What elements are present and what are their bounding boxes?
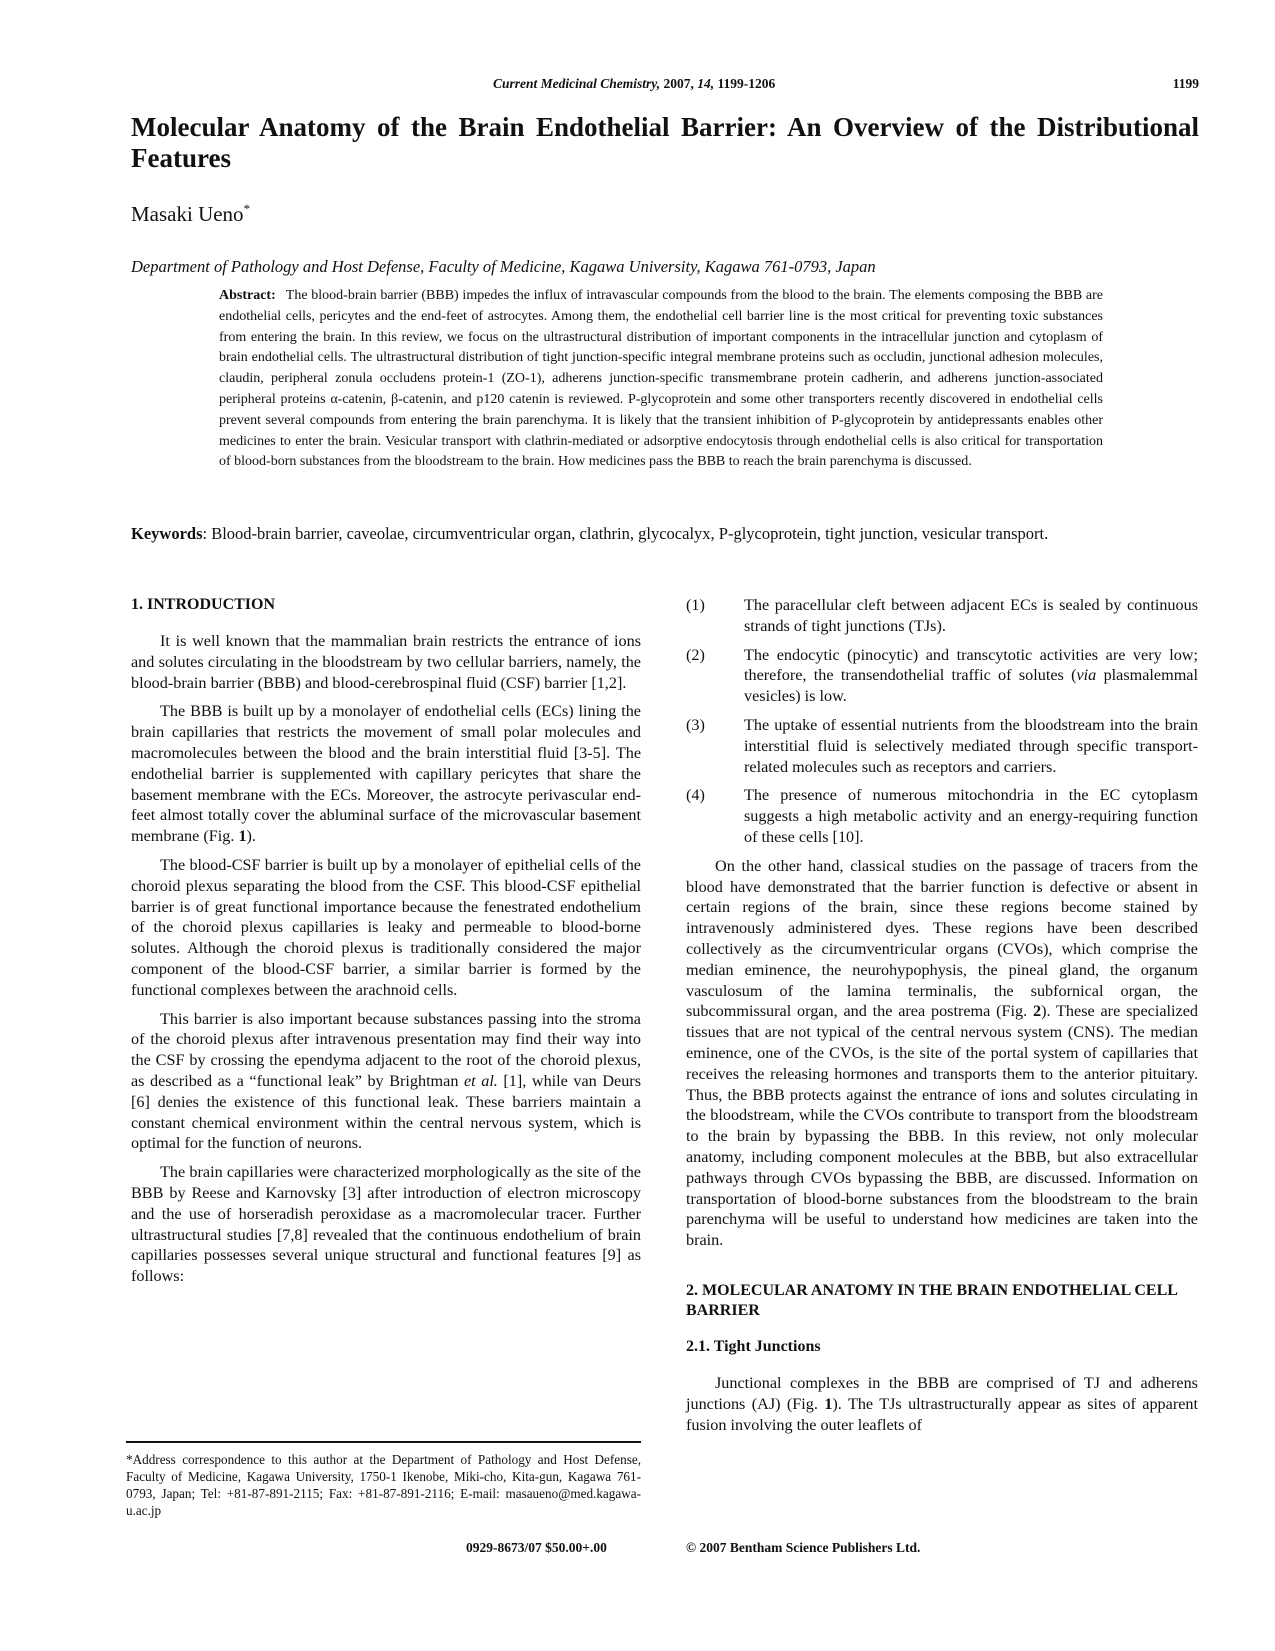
affiliation: Department of Pathology and Host Defense, Faculty of Medicine, Kagawa University, Kagawa 761-0793, Japan	[131, 257, 876, 276]
intro-p2-text: The BBB is built up by a monolayer of endothelial cells (ECs) lining the brain capillaries that restricts the movement of small polar molecules and macromolecules between the blood and the brain interstitial fluid [3-5]. The endothelial barrier is supplemented with capillary pericytes that share the basement membrane with the ECs. Moreover, the astrocyte perivascular end-feet almost totally cover the abluminal surface of the microvascular basement membrane (Fig.	[131, 702, 641, 846]
article-title: Molecular Anatomy of the Brain Endothelial Barrier: An Overview of the Distributional Features	[131, 112, 1199, 173]
left-column	[131, 595, 641, 1295]
journal-pages: 1199-1206	[717, 76, 776, 91]
keywords-text: : Blood-brain barrier, caveolae, circumventricular organ, clathrin, glycocalyx, P-glycoprotein, tight junction, vesicular transport.	[202, 524, 1049, 543]
section-heading-molecular-anatomy: 2. MOLECULAR ANATOMY IN THE BRAIN ENDOTHELIAL CELL BARRIER	[686, 1281, 1178, 1319]
section-heading-introduction: 1. INTRODUCTION	[131, 596, 276, 613]
journal-volume: 14,	[697, 76, 715, 91]
author-line	[131, 201, 250, 227]
list-number: (1)	[686, 596, 705, 614]
list-number: (4)	[686, 786, 705, 805]
list-text: The uptake of essential nutrients from the bloodstream into the brain interstitial fluid is selectively mediated through specific transport-related molecules such as receptors and carriers.	[744, 715, 1198, 776]
list-number: (3)	[686, 715, 705, 734]
list-text: The endocytic (pinocytic) and transcytotic activities are very low; therefore, the transendothelial traffic of solutes (	[744, 645, 1198, 685]
intro-paragraph-1: It is well known that the mammalian brain restricts the entrance of ions and solutes circulating in the bloodstream by two cellular barriers, namely, the blood-brain barrier (BBB) and blood-cerebrospinal fluid (CSF) barrier [1,2].	[131, 632, 641, 692]
tj-text: Junctional complexes in the BBB are comprised of TJ and adherens junctions (AJ) (Fig.	[686, 1373, 1198, 1413]
feature-list-item	[686, 785, 1198, 847]
cvo-text-end: ). These are specialized tissues that are not typical of the central nervous system (CNS). The median eminence, one of the CVOs, is the site of the portal system of capillaries that receives the releasing hormones and transports them to the anterior pituitary. Thus, the BBB protects against the entrance of ions and solutes circulating in the bloodstream, while the CVOs contribute to transport from the bloodstream to the brain by bypassing the BBB. In this review, not only molecular anatomy, including component molecules at the BBB, but also extracellular pathways through CVOs bypassing the BBB, are discussed. Information on transportation of blood-borne substances from the bloodstream to the brain parenchyma will be useful to understand how medicines are taken into the brain.	[686, 1002, 1198, 1250]
tj-text-end: ). The TJs ultrastructurally appear as sites of apparent fusion involving the outer leaflets of	[686, 1394, 1199, 1434]
list-text: The paracellular cleft between adjacent ECs is sealed by continuous strands of tight junctions (TJs).	[744, 596, 1198, 635]
author-mark: *	[243, 201, 251, 216]
feature-list-item	[686, 645, 1198, 707]
page-number: 1199	[1172, 76, 1199, 91]
list-number: (2)	[686, 645, 705, 664]
footer-issn: 0929-8673/07 $50.00+.00	[466, 1540, 607, 1555]
subsection-heading-tight-junctions: 2.1. Tight Junctions	[686, 1337, 821, 1355]
list-text-end: plasmalemmal vesicles) is low.	[744, 666, 1198, 706]
figure-ref-1b: 1	[824, 1394, 833, 1413]
right-column	[686, 595, 1198, 1443]
keywords	[131, 523, 1199, 544]
intro-paragraph-5: The brain capillaries were characterized morphologically as the site of the BBB by Reese and Karnovsky [3] after introduction of electron microscopy and the use of horseradish peroxidase as a macromolecular tracer. Further ultrastructural studies [7,8] revealed that the continuous endothelium of brain capillaries possesses several unique structural and functional features [9] as follows:	[131, 1163, 641, 1286]
via-term: via	[1076, 666, 1097, 685]
abstract-text: The blood-brain barrier (BBB) impedes the influx of intravascular compounds from the blood to the brain. The elements composing the BBB are endothelial cells, pericytes and the end-feet of astrocytes. Among them, the endothelial cell barrier line is the most critical for preventing toxic substances from entering the brain. In this review, we focus on the ultrastructural distribution of important components in the intracellular junction and cytoplasm of brain endothelial cells. The ultrastructural distribution of tight junction-specific integral membrane proteins such as occludin, junctional adhesion molecules, claudin, peripheral zonula occludens protein-1 (ZO-1), adherens junction-specific transmembrane protein cadherin, and adherens junction-associated peripheral proteins α-catenin, β-catenin, and p120 catenin is reviewed. P-glycoprotein and some other transporters recently discovered in endothelial cells prevent several compounds from entering the brain parenchyma. It is likely that the transient inhibition of P-glycoprotein by antidepressants enables other medicines to enter the brain. Vesicular transport with clathrin-mediated or adsorptive endocytosis through endothelial cells is also critical for transportation of blood-born substances from the bloodstream to the brain. How medicines pass the BBB to reach the brain parenchyma is discussed.	[219, 288, 1103, 470]
feature-list-item	[686, 715, 1198, 777]
figure-ref-2: 2	[1032, 1002, 1042, 1021]
footnote-divider	[126, 1441, 641, 1443]
feature-list-item	[686, 595, 1198, 637]
tight-junction-paragraph	[686, 1373, 1198, 1435]
keywords-label: Keywords	[131, 524, 203, 543]
spacer	[686, 1259, 1198, 1281]
correspondence-footnote: *Address correspondence to this author at the Department of Pathology and Host Defense, Faculty of Medicine, Kagawa University, 1750-1 Ikenobe, Miki-cho, Kita-gun, Kagawa 761-0793, Japan; Tel: +81-87-891-2115; Fax: +81-87-891-2116; E-mail: masaueno@med.kagawa-u.ac.jp	[126, 1452, 641, 1518]
journal-year: 2007,	[663, 76, 694, 91]
abstract-label: Abstract:	[219, 288, 276, 303]
cvo-paragraph	[686, 856, 1198, 1251]
footer-copyright: © 2007 Bentham Science Publishers Ltd.	[686, 1540, 921, 1555]
cvo-text: On the other hand, classical studies on the passage of tracers from the blood have demonstrated that the barrier function is defective or absent in certain regions of the brain, since these regions become stained by intravenously administered dyes. These regions have been described collectively as the circumventricular organs (CVOs), which comprise the median eminence, the neurohypophysis, the pineal gland, the organum vasculosum of the lamina terminalis, the subfornical organ, the subcommissural organ, and the area postrema (Fig.	[686, 856, 1198, 1021]
intro-p2-end: ).	[246, 827, 256, 846]
intro-p4-text: This barrier is also important because substances passing into the stroma of the choroid plexus after intravenous presentation may find their way into the CSF by crossing the ependyma adjacent to the root of the choroid plexus, as described as a “functional leak” by Brightman	[131, 1009, 641, 1090]
et-al: et al.	[463, 1071, 498, 1090]
abstract	[219, 286, 1103, 473]
list-text: The presence of numerous mitochondria in the EC cytoplasm suggests a high metabolic activity and an energy-requiring function of these cells [10].	[744, 786, 1198, 846]
intro-paragraph-3: The blood-CSF barrier is built up by a monolayer of epithelial cells of the choroid plexus separating the blood from the CSF. This blood-CSF epithelial barrier is of great functional importance because the fenestrated endothelium of the choroid plexus capillaries is leaky and permeable to blood-borne solutes. Although the choroid plexus is traditionally considered the major component of the blood-CSF barrier, a similar barrier is formed by the functional complexes between the arachnoid cells.	[131, 855, 641, 999]
intro-paragraph-2	[131, 701, 641, 847]
intro-p4-end: [1], while van Deurs [6] denies the existence of this functional leak. These barriers maintain a constant chemical environment within the central nervous system, which is optimal for the function of neurons.	[131, 1071, 641, 1153]
journal-name: Current Medicinal Chemistry,	[493, 76, 661, 91]
author-name: Masaki Ueno	[131, 202, 244, 226]
journal-citation	[493, 76, 775, 92]
figure-ref-1: 1	[238, 827, 247, 846]
intro-paragraph-4	[131, 1009, 641, 1155]
